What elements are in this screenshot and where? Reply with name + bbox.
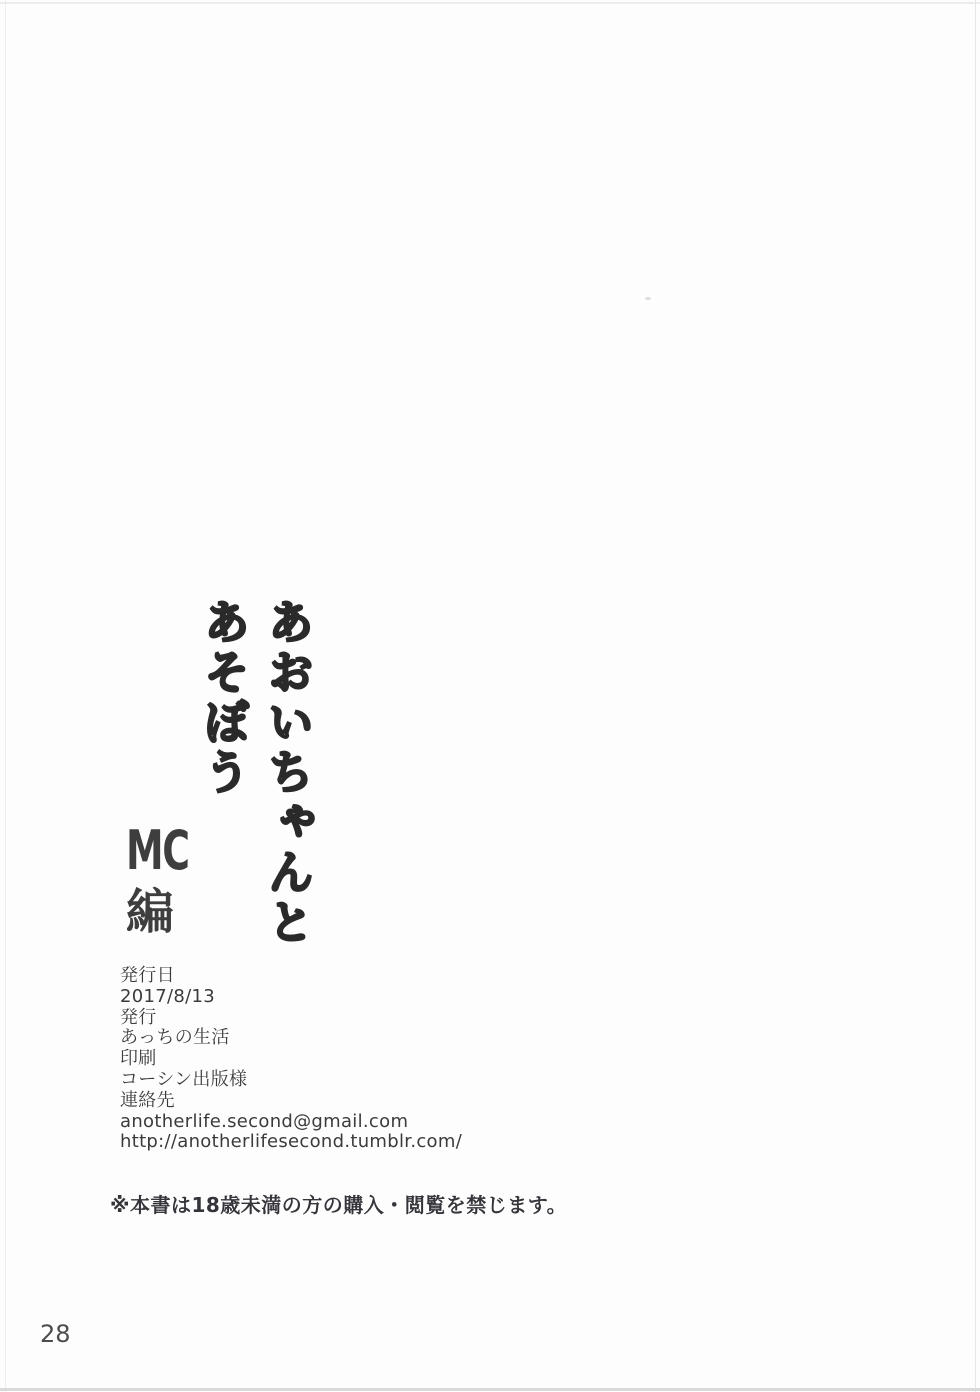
colophon-line-publish-date: 2017/8/13	[120, 985, 215, 1007]
colophon-line-publish-date-label: 発行日	[120, 965, 175, 986]
colophon-line-printer-label: 印刷	[120, 1048, 157, 1070]
age-restriction-notice: ※本書は18歳未満の方の購入・閲覧を禁じます。	[110, 1193, 568, 1217]
colophon-line-printer: コーシン出版様	[120, 1068, 248, 1090]
colophon-line-publisher: あっちの生活	[120, 1027, 230, 1049]
scan-edge-left	[5, 0, 6, 1392]
edition-mark-kanji: 編	[126, 884, 175, 940]
scan-edge-bottom	[0, 1388, 980, 1391]
book-title-column-2: あそぼう	[197, 598, 251, 798]
colophon-block	[120, 966, 462, 1153]
edition-mark-latin: MC	[126, 819, 189, 882]
colophon-line-url: http://anotherlifesecond.tumblr.com/	[120, 1131, 463, 1153]
book-title-column-1: あおいちゃんと	[261, 598, 315, 948]
scan-edge-top	[0, 2, 980, 4]
page-number: 28	[40, 1320, 71, 1348]
scan-edge-right	[975, 0, 976, 1392]
scan-speck	[645, 297, 651, 300]
colophon-line-contact-label: 連絡先	[120, 1089, 175, 1111]
colophon-line-publisher-label: 発行	[120, 1006, 157, 1028]
colophon-line-email: anotherlife.second@gmail.com	[120, 1110, 409, 1132]
edition-mark	[126, 819, 215, 940]
